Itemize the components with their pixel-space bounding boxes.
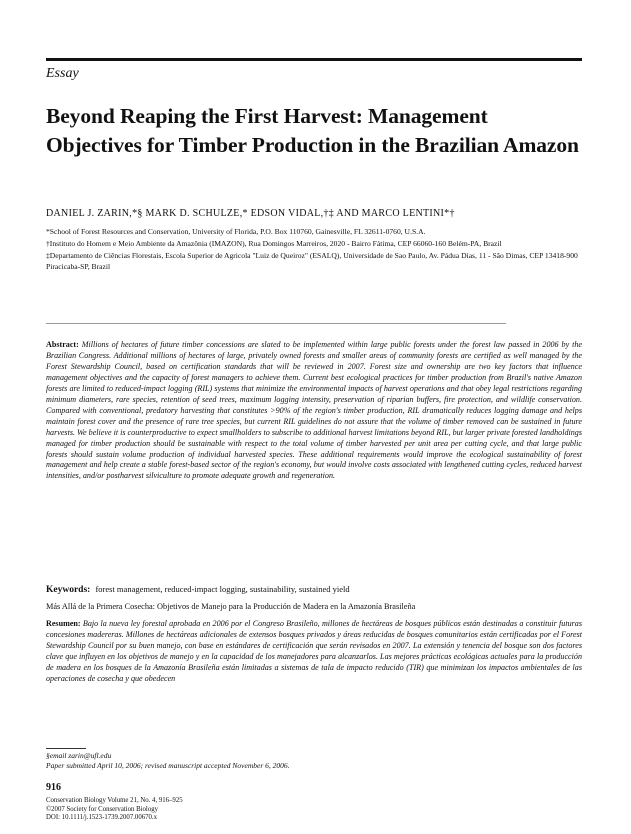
resumen-text: Bajo la nueva ley forestal aprobada en 2006 por el Congreso Brasileño, millones de hectáreas de bosques públicos están destinadas a constituir futuras concesiones madereras. Millones de hectáreas adicionales de extensos bosques privados y áreas reducidas de bosques comunitarios están certificadas por el Forest Stewardship Council por su buen manejo, con base en estándares de certificación que serán revisados en 2007. La extensión y tenencia del bosque son dos factores clave que influyen en los objetivos de manejo y en la capacidad de los manejadores para alcanzarlos. Las mejores prácticas ecológicas actuales para la producción de madera en los bosques de la Amazonía Brasileña están limitadas a sistemas de tala de impacto reducido (TIR) que minimizan los impactos ambientales de las operaciones de cosecha y que obedecen xyxy=(46,619,582,683)
author-list: DANIEL J. ZARIN,*§ MARK D. SCHULZE,* EDSON VIDAL,†‡ AND MARCO LENTINI*† xyxy=(46,208,455,219)
section-divider xyxy=(46,323,506,324)
abstract-label: Abstract: xyxy=(46,340,79,349)
footnote-email: §email zarin@ufl.edu xyxy=(46,751,112,760)
article-page xyxy=(46,0,582,834)
article-title: Beyond Reaping the First Harvest: Management Objectives for Timber Production in the Brazilian Amazon xyxy=(46,104,579,157)
abstract xyxy=(46,340,582,482)
resumen-label: Resumen: xyxy=(46,619,81,628)
abstract-text: Millions of hectares of future timber concessions are slated to be implemented within large public forests under the forest law passed in 2006 by the Brazilian Congress. Additional millions of hectares of large, privately owned forests and smaller areas of community forests are certified as well managed by the Forest Stewardship Council, based on certification standards that will be reviewed in 2007. Forest size and ownership are two key factors that influence management objectives and the capacity of forest managers to achieve them. Current best ecological practices for timber production from Brazil's native Amazon forests are limited to reduced-impact logging (RIL) systems that minimize the environmental impacts of harvest operations and that obey legal restrictions regarding minimum diameters, rare species, retention of seed trees, maximum logging intensity, preservation of riparian buffers, fire protection, and wildlife conservation. Compared with conventional, predatory harvesting that constitutes >90% of the region's timber production, RIL dramatically reduces logging damage and helps maintain forest cover and the presence of rare tree species, but current RIL guidelines do not assure that the volume of timber removed can be sustained in future harvests. We believe it is counterproductive to expect smallholders to subscribe to additional harvest limitations beyond RIL, but larger private forested landholdings managed for timber production should be sustainable with respect to the total volume of timber harvested per unit area per cutting cycle, and that large public forests should sustain volume production of individual harvested species. These additional requirements would improve the ecological sustainability of forest management and help create a stable forest-based sector of the region's economy, but would involve costs associated with lengthened cutting cycles, reduced harvest intensities, and/or postharvest silviculture to promote adequate growth and regeneration. xyxy=(46,340,582,481)
journal-volume: Conservation Biology Volume 21, No. 4, 916–925 xyxy=(46,797,183,804)
section-label: Essay xyxy=(46,66,79,81)
affiliations xyxy=(46,226,582,273)
journal-info xyxy=(46,797,183,823)
footnote-dates: Paper submitted April 10, 2006; revised manuscript accepted November 6, 2006. xyxy=(46,761,290,770)
footnotes xyxy=(46,751,290,771)
top-rule xyxy=(46,58,582,61)
keywords xyxy=(46,584,350,595)
affiliation: ‡Departamento de Ciências Florestais, Escola Superior de Agricola "Luiz de Queiroz" (ESALQ), Universidade de Sao Paulo, Av. Pádua Dias, 11 - São Dimas, CEP 13418-900 Piracicaba-SP, Brazil xyxy=(46,251,578,271)
footnote-rule xyxy=(46,748,86,749)
resumen xyxy=(46,619,582,685)
journal-copyright: ©2007 Society for Conservation Biology xyxy=(46,805,159,813)
keywords-label: Keywords: xyxy=(46,585,91,595)
affiliation: *School of Forest Resources and Conservation, University of Florida, P.O. Box 110760, Gainesville, FL 32611-0760, U.S.A. xyxy=(46,227,426,236)
page-number: 916 xyxy=(46,782,61,793)
affiliation: †Instituto do Homem e Meio Ambiente da Amazônia (IMAZON), Rua Domingos Marreiros, 2020 - Bairro Fátima, CEP 66060-160 Belém-PA, Brazil xyxy=(46,239,502,248)
journal-doi: DOI: 10.1111/j.1523-1739.2007.00670.x xyxy=(46,814,158,821)
spanish-title: Más Allá de la Primera Cosecha: Objetivos de Manejo para la Producción de Madera en la Amazonía Brasileña xyxy=(46,602,416,611)
keywords-text: forest management, reduced-impact logging, sustainability, sustained yield xyxy=(95,584,350,594)
